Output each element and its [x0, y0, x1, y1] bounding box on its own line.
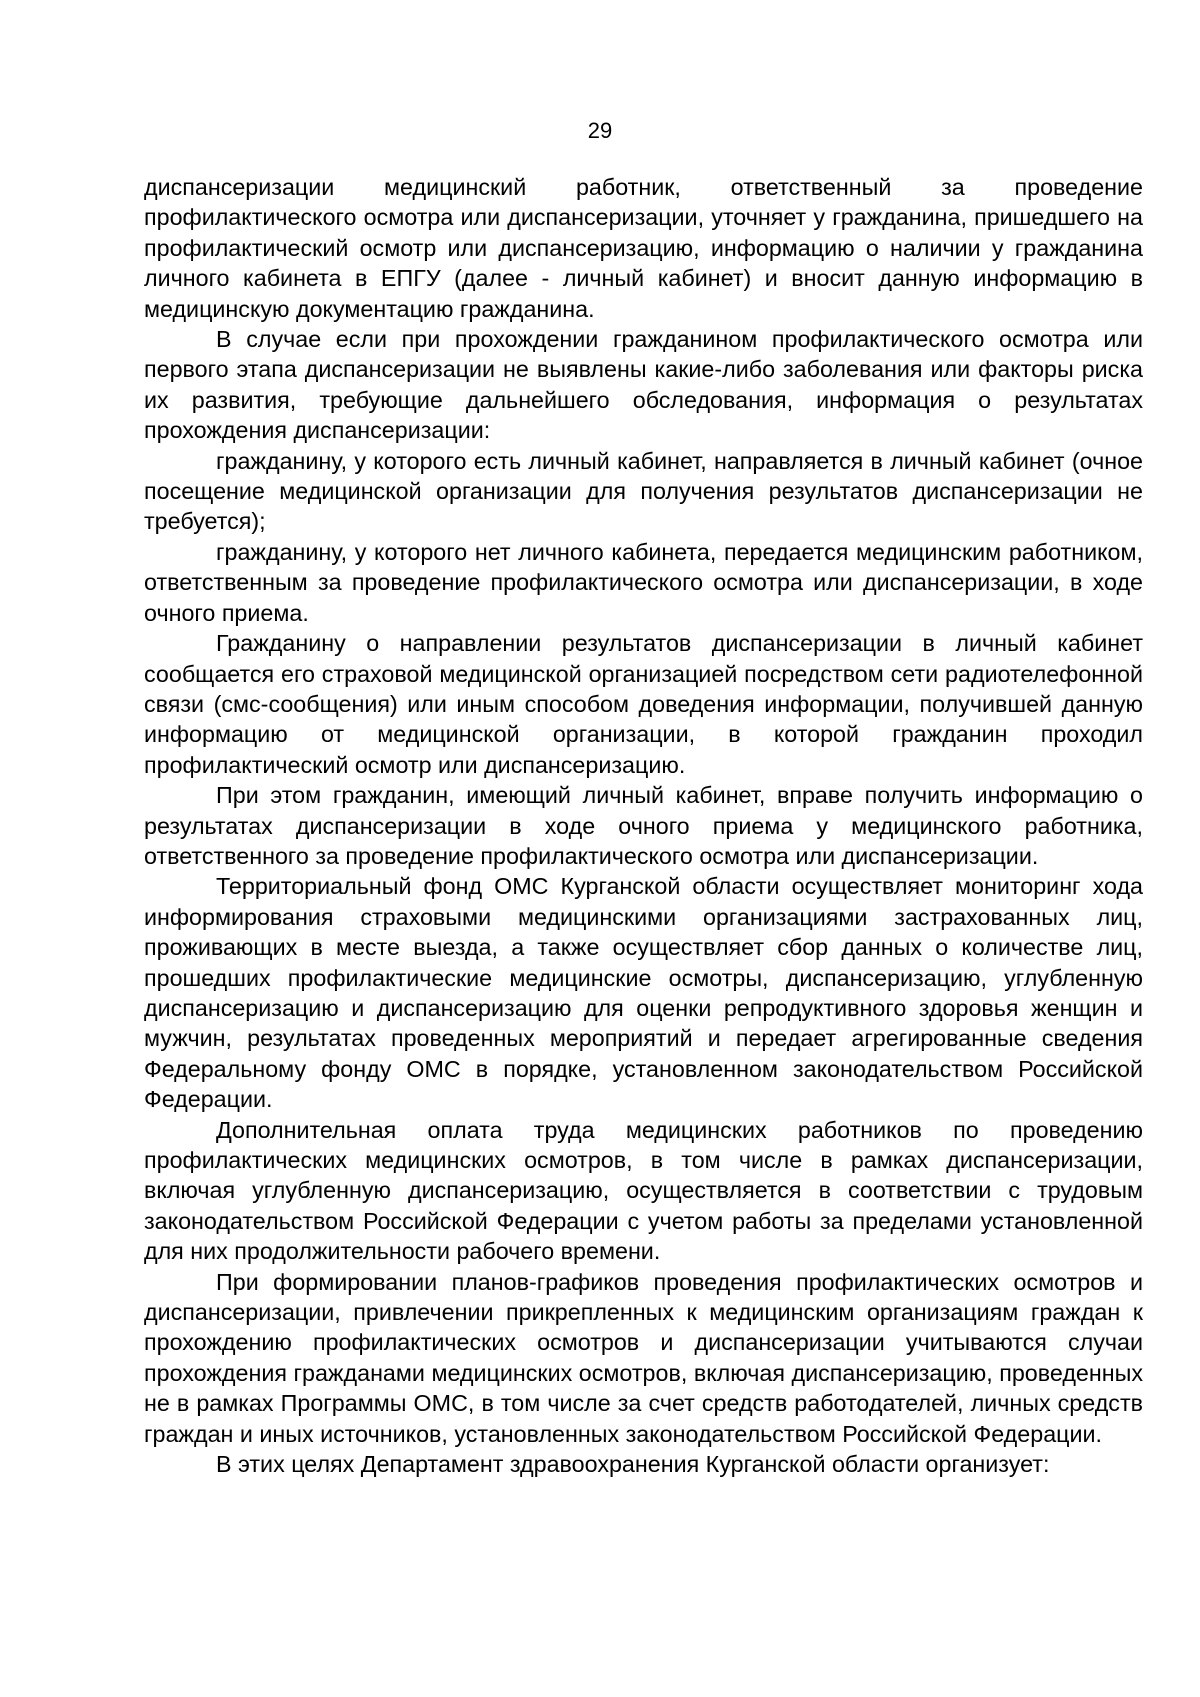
paragraph: диспансеризации медицинский работник, ответственный за проведение профилактического осмотра или диспансеризации, уточняет у гражданина, пришедшего на профилактический осмотр или диспансеризацию, информацию о наличии у гражданина личного кабинета в ЕПГУ (далее - личный кабинет) и вносит данную информацию в медицинскую документацию гражданина.: [144, 174, 1143, 322]
paragraph: Территориальный фонд ОМС Курганской области осуществляет мониторинг хода информирования страховыми медицинскими организациями застрахованных лиц, проживающих в месте выезда, а также осуществляет сбор данных о количестве лиц, прошедших профилактические медицинские осмотры, диспансеризацию, углубленную диспансеризацию и диспансеризацию для оценки репродуктивного здоровья женщин и мужчин, результатах проведенных мероприятий и передает агрегированные сведения Федеральному фонду ОМС в порядке, установленном законодательством Российской Федерации.: [144, 873, 1143, 1113]
paragraph: При формировании планов-графиков проведения профилактических осмотров и диспансеризации, привлечении прикрепленных к медицинским организациям граждан к прохождению профилактических осмотров и диспансеризации учитываются случаи прохождения гражданами медицинских осмотров, включая диспансеризацию, проведенных не в рамках Программы ОМС, в том числе за счет средств работодателей, личных средств граждан и иных источников, установленных законодательством Российской Федерации.: [144, 1268, 1143, 1447]
paragraph: Гражданину о направлении результатов диспансеризации в личный кабинет сообщается его страховой медицинской организацией посредством сети радиотелефонной связи (смс-сообщения) или иным способом доведения информации, получившей данную информацию от медицинской организации, в которой гражданин проходил профилактический осмотр или диспансеризацию.: [144, 630, 1143, 778]
paragraph: гражданину, у которого нет личного кабинета, передается медицинским работником, ответственным за проведение профилактического осмотра или диспансеризации, в ходе очного приема.: [144, 538, 1143, 626]
paragraph: Дополнительная оплата труда медицинских работников по проведению профилактических медицинских осмотров, в том числе в рамках диспансеризации, включая углубленную диспансеризацию, осуществляется в соответствии с трудовым законодательством Российской Федерации с учетом работы за пределами установленной для них продолжительности рабочего времени.: [144, 1116, 1143, 1265]
paragraph: гражданину, у которого есть личный кабинет, направляется в личный кабинет (очное посещение медицинской организации для получения результатов диспансеризации не требуется);: [144, 447, 1143, 535]
paragraph: При этом гражданин, имеющий личный кабинет, вправе получить информацию о результатах диспансеризации в ходе очного приема у медицинского работника, ответственного за проведение профилактического осмотра или диспансеризации.: [144, 782, 1143, 869]
document-body: [144, 172, 1143, 1479]
page-number: 29: [587, 118, 613, 143]
paragraph: В случае если при прохождении гражданином профилактического осмотра или первого этапа диспансеризации не выявлены какие-либо заболевания или факторы риска их развития, требующие дальнейшего обследования, информация о результатах прохождения диспансеризации:: [144, 326, 1143, 444]
paragraph: В этих целях Департамент здравоохранения Курганской области организует:: [216, 1451, 1050, 1478]
